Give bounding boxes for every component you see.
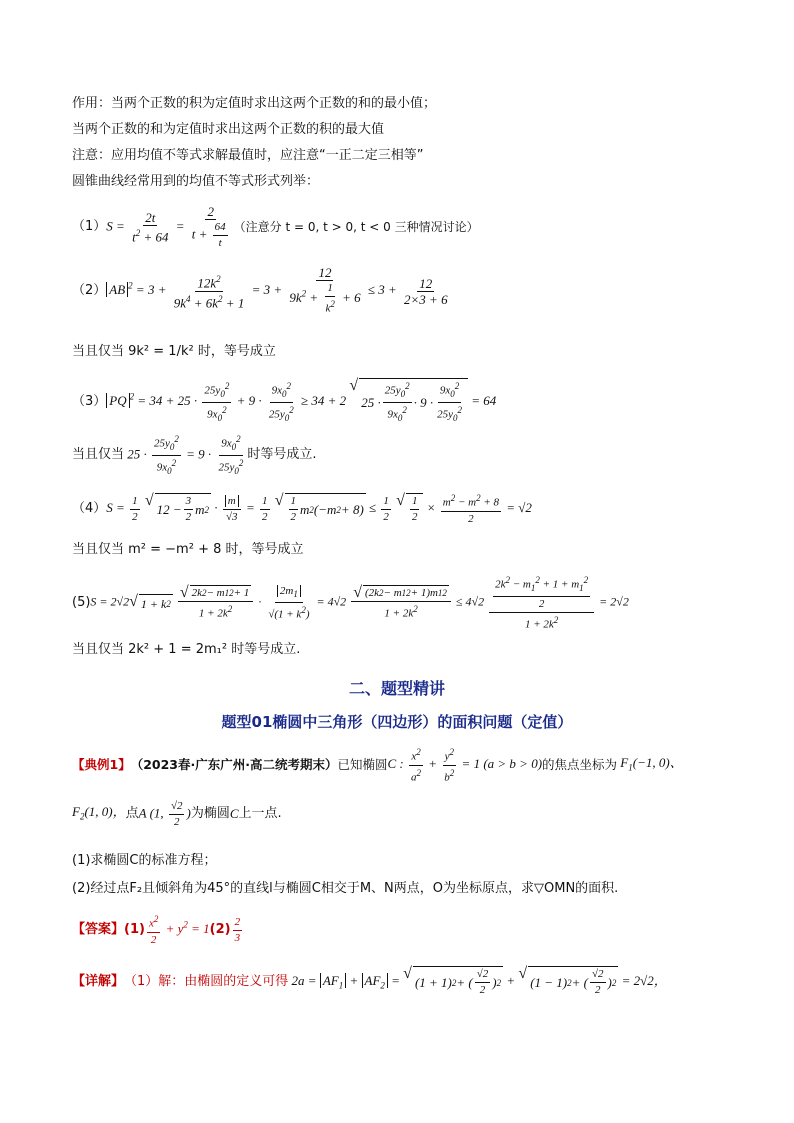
formula-3-math: PQ $^2$ = 34 + 25 · $\frac{25y_0^2}{9x_0^2}$ + 9 · $\frac{9x_0^2}{25y_0^2}$ ≥ 34 + 2 √ 25 · $\frac{25y_0^2}{9x_0^2}$ · 9 · $\frac{9x_0^2}{25y_0^2}$ = 64 [106,378,496,426]
answer-part-1: (1) [124,922,145,937]
formula-5 [72,575,629,631]
formula-2-math: AB $^2$ = 3 + $\frac{12k^2}{9k^4 + 6k^2 + 1}$ = 3 + 12 $9k^2$ + $\frac{1}{k^2}$ + 6 ≤ 3 + $\frac{12}{2\times 3 + 6}$ [106,265,451,317]
example-text-5: 上一点. [238,806,282,821]
example-source: （2023春·广东广州·高二统考期末） [130,757,338,772]
formula-3-condition-text: 时等号成立. [247,447,317,462]
formula-1-note: （注意分 t = 0, t > 0, t < 0 三种情况讨论） [233,220,479,234]
formula-1-label: （1） [72,219,107,234]
example-text-2: 的焦点坐标为 [542,757,618,772]
example-text-1: 已知椭圆 [337,757,388,772]
intro-line-3: 注意：应用均值不等式求解最值时，应注意“一正二定三相等” [72,148,424,163]
example-tag: 【典例1】 [72,757,131,772]
formula-5-condition: 当且仅当 2k² + 1 = 2m₁² 时等号成立. [72,642,301,657]
detail: 【详解】 （1）解：由椭圆的定义可得 $2a = AF_1 + AF_2$ = √ (1 + 1) 2 + ( $\frac{√2}{2}$ ) 2 + √ (1 − 1) 2 + ( $\frac{√2}{2}$ ) 2 = 2√2， [72,965,667,996]
formula-4-label: （4） [72,501,107,516]
formula-5-label: (5) [72,595,91,610]
answer-tag: 【答案】 [72,922,125,937]
formula-1 [72,205,479,249]
example-text-3: 点 [125,806,139,821]
intro-line-1: 作用：当两个正数的积为定值时求出这两个正数的和的最小值； [72,96,437,111]
question-1: (1)求椭圆C的标准方程； [72,853,217,868]
formula-4-math: S = $\frac{1}{2}$ √ 12 − $\frac{3}{2}$ m 2 · $\frac{m}{√3}$ = $\frac{1}{2}$ √ $\frac{1}{2}$ m 2 (−m 2 + 8) ≤ $\frac{1}{2}$ √ $\frac{1}{2}$ × $\frac{m^2 - m^2 + 8}{2}$ = √2 [106,492,532,525]
question-2: (2)经过点F₂且倾斜角为45°的直线l与椭圆C相交于M、N两点，O为坐标原点，求▽OMN的面积. [72,881,619,896]
intro-line-2: 当两个正数的和为定值时求出这两个正数的积的最大值 [72,122,385,137]
formula-2-condition: 当且仅当 9k² = 1/k² 时，等号成立 [72,344,276,359]
formula-3-label: （3） [72,394,107,409]
formula-2-label: （2） [72,283,107,298]
example-text-4: 为椭圆 [190,806,230,821]
answer: 【答案】 (1) $\frac{x^2}{2}$ + $y^2 = 1$ (2) $\frac{2}{3}$ [72,914,241,946]
example-statement-2: $F_2(1$, 0)， 点 A (1, $\frac{√2}{2}$ ) 为椭圆 C 上一点. [72,799,282,828]
formula-1-math: S = $\frac{2t}{t^2 + 64}$ = 2 t + $\frac{64}{t}$ [106,203,226,249]
answer-part-2: (2) [209,922,231,937]
formula-4-condition: 当且仅当 m² = −m² + 8 时，等号成立 [72,542,304,557]
detail-text: （1）解：由椭圆的定义可得 [124,974,289,989]
formula-5-math: S = 2√2 √ 1 + k 2 √ 2k 2 − m 1 2 + 1 $1 + 2k^2$ · $\frac{2m_1}{√(1 + k^2)}$ = 4√2 √ (2k 2 − m 1 2 + 1)m 1 2 $1 + 2k^2$ ≤ 4√2 $\frac{\frac{2k^2 - m_1^2 + 1 + m_1^2}{2}}{1 + 2k^2}$ = 2√2 [90,575,629,631]
type-title: 题型01椭圆中三角形（四边形）的面积问题（定值） [221,713,573,731]
detail-tag: 【详解】 [72,974,125,989]
section-title: 二、题型精讲 [348,679,445,698]
formula-2 [72,265,452,315]
formula-3 [72,377,497,423]
example-statement: 【典例1】 （2023春·广东广州·高二统考期末） 已知椭圆 C : $\frac{x^2}{a^2}$ + $\frac{y^2}{b^2}$ = 1 (a > b > 0) 的焦点坐标为 $F_1(-1$, 0)、 [72,746,683,784]
formula-4 [72,488,532,530]
formula-3-condition: 当且仅当 25 · $\frac{25y_0^2}{9x_0^2}$ = 9 · $\frac{9x_0^2}{25y_0^2}$ 时等号成立. [72,433,317,476]
intro-line-4: 圆锥曲线经常用到的均值不等式形式列举： [72,174,320,189]
